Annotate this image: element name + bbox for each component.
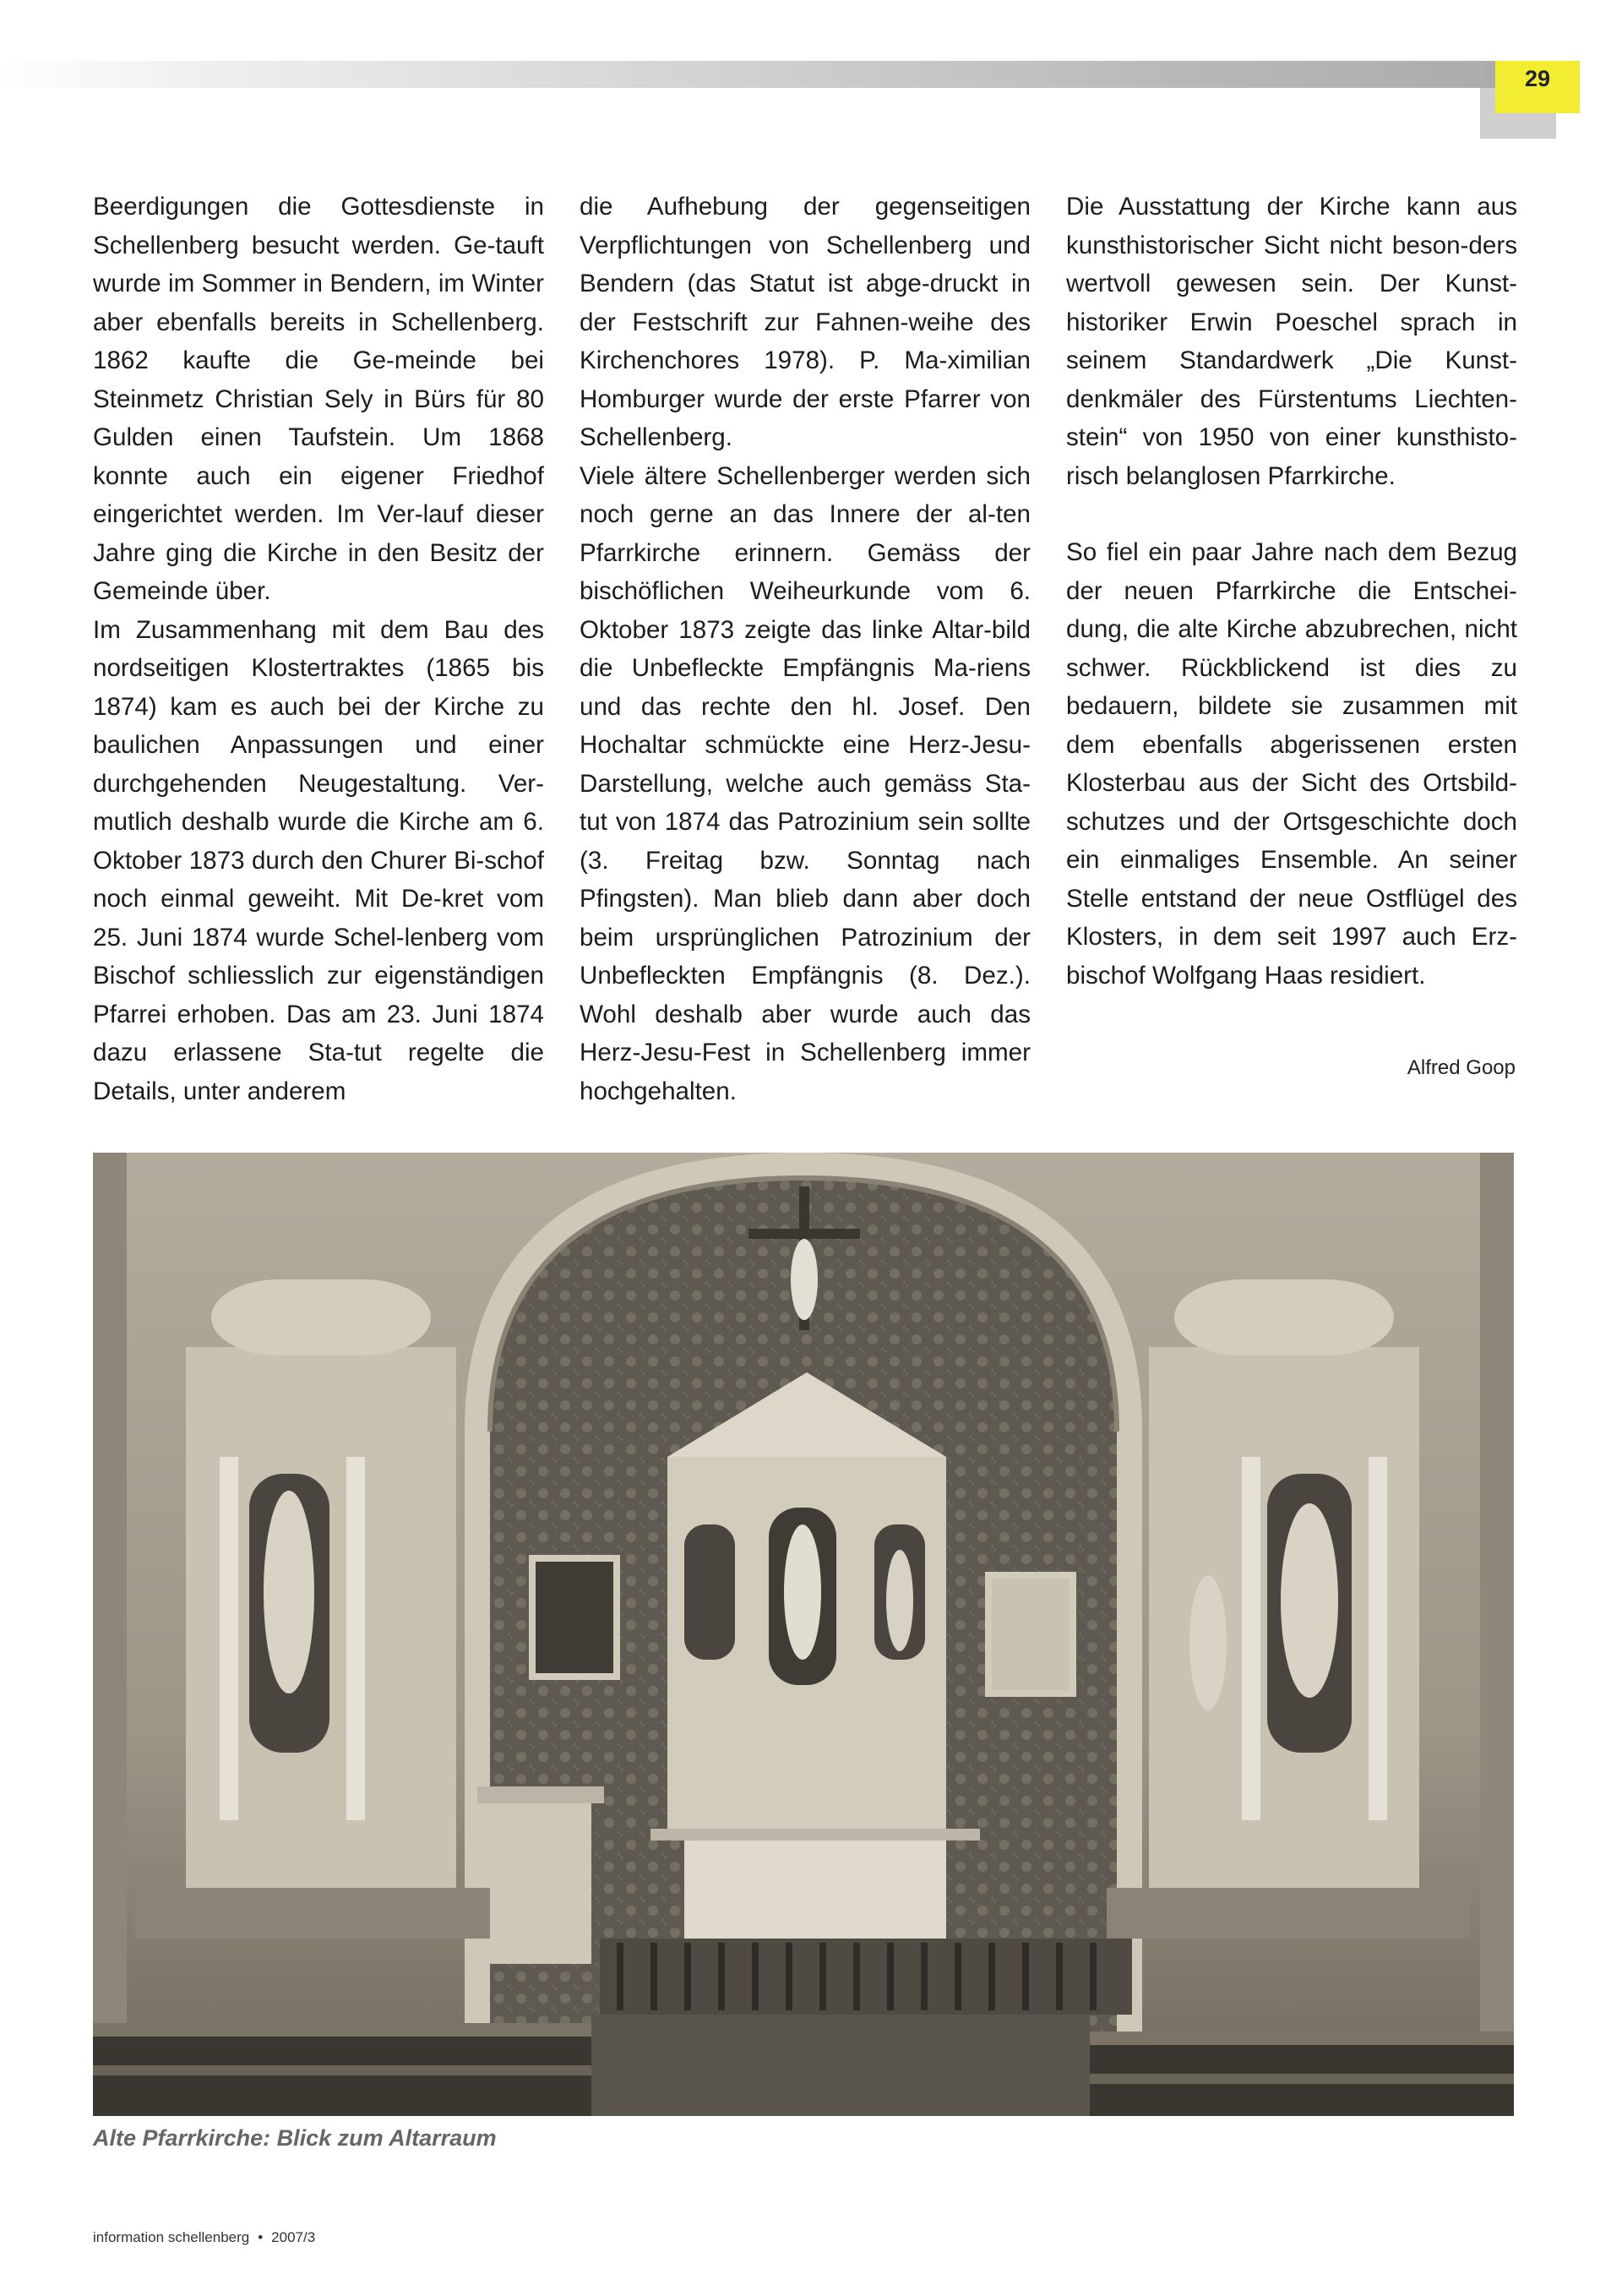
text-column-2 <box>580 188 1031 1110</box>
footer-separator: • <box>258 2229 264 2245</box>
publication-name: information schellenberg <box>93 2229 250 2245</box>
text-column-1 <box>93 188 544 1110</box>
paragraph: die Aufhebung der gegenseitigen Verpflichtungen von Schellenberg und Bendern (das Statut ist abge-druckt in der Festschrift zur Fahnen-weihe des Kirchenchores 1978). P. Ma-ximilian Homburger wurde der erste Pfarrer von Schellenberg. <box>580 193 1031 451</box>
photo-illustration <box>93 1153 1514 2116</box>
page-footer <box>93 2229 315 2246</box>
page-number: 29 <box>1524 65 1551 91</box>
paragraph: Beerdigungen die Gottesdienste in Schellenberg besucht werden. Ge-tauft wurde im Sommer in Bendern, im Winter aber ebenfalls bereits in Schellenberg. 1862 kaufte die Ge-meinde bei Steinmetz Christian Sely in Bürs für 80 Gulden einen Taufstein. Um 1868 konnte auch ein eigener Friedhof eingerichtet werden. Im Ver-lauf dieser Jahre ging die Kirche in den Besitz der Gemeinde über. <box>93 193 544 605</box>
photo-caption: Alte Pfarrkirche: Blick zum Altarraum <box>93 2125 497 2151</box>
paragraph: Viele ältere Schellenberger werden sich noch gerne an das Innere der al-ten Pfarrkirche erinnern. Gemäss der bischöflichen Weiheurkunde vom 6. Oktober 1873 zeigte das linke Altar-bild die Unbefleckte Empfängnis Ma-riens und das rechte den hl. Josef. Den Hochaltar schmückte eine Herz-Jesu-Darstellung, welche auch gemäss Sta-tut von 1874 das Patrozinium sein sollte (3. Freitag bzw. Sonntag nach Pfingsten). Man blieb dann aber doch beim ursprünglichen Patrozinium der Unbefleckten Empfängnis (8. Dez.). Wohl deshalb aber wurde auch das Herz-Jesu-Fest in Schellenberg immer hochgehalten. <box>580 461 1031 1105</box>
header-band <box>0 61 1580 88</box>
author-name: Alfred Goop <box>1407 1056 1516 1079</box>
issue-number: 2007/3 <box>271 2229 316 2245</box>
text-column-3 <box>1066 188 1517 995</box>
paragraph: So fiel ein paar Jahre nach dem Bezug der neuen Pfarrkirche die Entschei-dung, die alte Kirche abzubrechen, nicht schwer. Rückblickend ist dies zu bedauern, bildete sie zusammen mit dem ebenfalls abgerissenen ersten Klosterbau aus der Sicht des Ortsbild-schutzes und der Ortsgeschichte doch ein einmaliges Ensemble. An seiner Stelle entstand der neue Ostflügel des Klosters, in dem seit 1997 auch Erz-bischof Wolfgang Haas residiert. <box>1066 538 1517 990</box>
paragraph: Die Ausstattung der Kirche kann aus kunsthistorischer Sicht nicht beson-ders wertvoll gewesen sein. Der Kunst-historiker Erwin Poeschel sprach in seinem Standardwerk „Die Kunst-denkmäler des Fürstentums Liechten-stein“ von 1950 von einer kunsthisto-risch belanglosen Pfarrkirche. <box>1066 193 1517 490</box>
paragraph: Im Zusammenhang mit dem Bau des nordseitigen Klostertraktes (1865 bis 1874) kam es auch bei der Kirche zu baulichen Anpassungen und einer durchgehenden Neugestaltung. Ver-mutlich deshalb wurde die Kirche am 6. Oktober 1873 durch den Churer Bi-schof noch einmal geweiht. Mit De-kret vom 25. Juni 1874 wurde Schel-lenberg vom Bischof schliesslich zur eigenständigen Pfarrei erhoben. Das am 23. Juni 1874 dazu erlassene Sta-tut regelte die Details, unter anderem <box>93 615 544 1105</box>
church-interior-photo <box>93 1153 1514 2116</box>
paragraph-gap <box>1066 495 1517 533</box>
